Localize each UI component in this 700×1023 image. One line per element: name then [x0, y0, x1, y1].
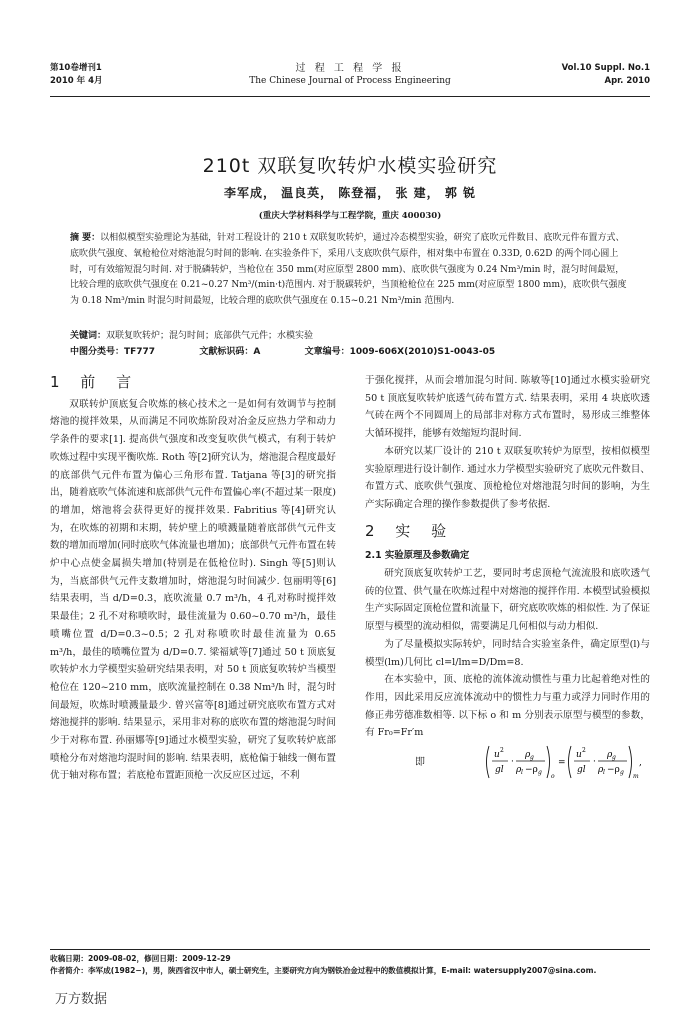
received-date: 收稿日期：2009-08-02，修回日期：2009-12-29 — [50, 954, 231, 963]
study-overview-paragraph: 本研究以某厂设计的 210 t 双联复吹转炉为原型，按相似模型实验原理进行设计制作. 通过水力学模型实验研究了底吹元件数目、布置方式、底吹供气强度、顶枪枪位对熔池混匀时间的影响，为生产实际确定合理的操作参数提供了参考依据. — [365, 445, 650, 510]
header-right — [562, 62, 650, 88]
paper-title: 210t 双联复吹转炉水模实验研究 — [202, 155, 498, 177]
svg-text:ρ: ρ — [607, 750, 613, 761]
svg-text:·: · — [511, 757, 514, 768]
equation-label: 即 — [415, 757, 425, 769]
svg-text:=: = — [558, 758, 566, 769]
journal-name-en: The Chinese Journal of Process Engineering — [249, 76, 451, 86]
svg-text:−ρ: −ρ — [525, 765, 538, 776]
clc-number: 中图分类号：TF777 — [70, 347, 156, 357]
author-affiliation: (重庆大学材料科学与工程学院，重庆 400030) — [258, 211, 442, 221]
svg-text:,: , — [639, 758, 642, 769]
keywords-text: 双联复吹转炉；混匀时间；底部供气元件；水模实验 — [106, 331, 314, 341]
svg-text:gl: gl — [495, 765, 504, 776]
paper-authors: 李军成， 温良英， 陈登福， 张 建， 郭 锐 — [223, 186, 477, 200]
section-2-title: 2 实 验 — [365, 521, 455, 540]
footnote — [50, 949, 650, 977]
svg-text:−ρ: −ρ — [607, 765, 620, 776]
abstract-text: 以相似模型实验理论为基础，针对工程设计的 210 t 双联复吹转炉，通过冷态模型实验，研究了底吹元件数目、底吹元件布置方式、底吹供气强度、氧枪枪位对熔池混匀时间的影响. 在实验条件下，采用八支底吹供气原件，相对集中布置在 0.33D, 0.62D 的两个同心圆上时，可有效缩短混匀时间. 对于脱磷转炉，当枪位在 350 mm(对应原型 2800 mm)、底吹供气强度为 0.24 Nm³/min 时，混匀时间最短，比较合理的底吹供气强度在 0.21~0.27 Nm³/(min·t)范围内. 对于脱碳转炉，当顶枪枪位在 225 mm(对应原型 1800 mm)，底吹供气强度为 0.18 Nm³/min 时混匀时间最短，比较合理的底吹供气强度在 0.15~0.21 Nm³/min 范围内. — [70, 233, 627, 307]
watermark: 万方数据 — [55, 992, 108, 1007]
journal-header — [50, 62, 650, 97]
intro-paragraph: 双联转炉顶底复合吹炼的核心技术之一是如何有效调节与控制熔池的搅拌效果，从而满足不同吹炼阶段对冶金反应热力学和动力学条件的要求[1]. 提高供气强度和改变复吹供气模式，有利于转炉吹炼过程中实现平衡吹炼. Roth 等[2]研究认为，熔池混合程度最好的底部供气元件布置为偏心三角形布置. Tatjana 等[3]的研究指出，随着底吹气体流速和底部供气元件布置偏心率(不超过某一限度)的增加，熔池将会获得更好的搅拌效果. Fabritius 等[4]研究认为，在吹炼的初期和末期，转炉壁上的喷溅量随着底部供气元件支数的增加而增加(同时底吹气体流量也增加)；底部供气元件布置在转炉中心点使金属损失增加(特别是在低枪位时). Singh 等[5]则认为，当底部供气元件支数增加时，熔池混匀时间减少. 包丽明等[6]结果表明，当 d/D=0.3，底吹流量 0.7 m³/h，4 孔对称时搅拌效果最佳；2 孔不对称喷吹时，最佳流量为 0.60~0.70 m³/h，最佳喷嘴位置 d/D=0.3~0.5；2 孔对称喷吹时最佳流量为 0.65 m³/h，最佳的喷嘴位置为 d/D=0.7. 梁福斌等[7]通过 50 t 顶底复吹转炉水力学模型实验研究结果表明，对 50 t 顶底复吹转炉当模型枪位在 120~210 mm，底吹流量控制在 0.38 Nm³/h 时，混匀时间最短，吹炼时喷溅量最少. 曾兴富等[8]通过研究底吹布置方式对熔池搅拌的影响. 结果显示，采用非对称的底吹布置的熔池混匀时间少于对称布置. 孙丽娜等[9]通过水模型实验，研究了复吹转炉底部喷枪分布对熔池均混时间的影响. 结果表明，底枪偏于轴线一侧布置优于轴对称布置；若底枪布置距顶枪一次反应区过远，不利 — [50, 398, 336, 782]
svg-text:·: · — [593, 757, 596, 768]
right-column — [365, 372, 650, 784]
header-date-en: Apr. 2010 — [604, 76, 650, 86]
svg-text:ρ: ρ — [525, 750, 531, 761]
abstract-label: 摘 要： — [70, 233, 101, 243]
svg-text:ρ: ρ — [516, 765, 522, 776]
svg-text:ρ: ρ — [598, 765, 604, 776]
svg-text:m: m — [633, 773, 639, 781]
svg-text:o: o — [551, 773, 555, 781]
svg-text:u: u — [576, 750, 582, 761]
section-1-title: 1 前 言 — [50, 373, 140, 391]
equation-graphic — [483, 742, 643, 782]
document-code: 文献标识码：A — [199, 347, 261, 357]
principle-paragraph: 研究顶底复吹转炉工艺，要同时考虑顶枪气流流股和底吹透气砖的位置、供气量在吹炼过程中对熔池的搅拌作用. 本模型试验模拟生产实际固定顶枪位置和流量下，研究底吹吹炼的相似性. 为了保证原型与模型的流动相似，需要满足几何相似与动力相似. — [365, 568, 650, 633]
intro-continuation: 于强化搅拌，从而会增加混匀时间. 陈敏等[10]通过水模实验研究 50 t 顶底复吹转炉底透气砖布置方式. 结果表明，采用 4 块底吹透气砖在两个不同圆周上的局部非对称方式布置时，易形成三维整体大循环搅拌，能够有效缩短均混时间. — [365, 375, 650, 440]
header-date-cn: 2010 年 4月 — [50, 76, 103, 86]
classification-line — [70, 344, 630, 357]
header-volume-cn: 第10卷增刊1 — [50, 63, 102, 73]
svg-text:2: 2 — [582, 747, 586, 755]
svg-text:u: u — [494, 750, 500, 761]
keywords — [70, 328, 630, 341]
subsection-2-1-title: 2.1 实验原理及参数确定 — [365, 550, 470, 562]
svg-text:l: l — [521, 769, 523, 777]
svg-text:g: g — [538, 769, 542, 777]
svg-text:g: g — [530, 754, 534, 762]
article-number: 文章编号：1009-606X(2010)S1-0043-05 — [304, 347, 496, 357]
froude-equation — [365, 742, 650, 784]
geometry-ratio-paragraph: 为了尽量模拟实际转炉，同时结合实验室条件，确定原型(l)与模型(lm)几何比 cl=l/lm=D/Dm=8. — [365, 638, 650, 668]
svg-text:l: l — [603, 769, 605, 777]
svg-text:g: g — [620, 769, 624, 777]
keywords-label: 关键词： — [70, 331, 107, 341]
header-center — [50, 62, 650, 88]
abstract — [70, 231, 630, 310]
left-column — [50, 374, 336, 785]
header-volume-en: Vol.10 Suppl. No.1 — [561, 63, 650, 73]
svg-text:gl: gl — [577, 765, 586, 776]
svg-text:2: 2 — [500, 747, 504, 755]
froude-paragraph: 在本实验中，顶、底枪的流体流动惯性与重力比起着绝对性的作用，因此采用反应流体流动中的惯性力与重力或浮力同时作用的修正弗劳德准数相等. 以下标 o 和 m 分别表示原型与模型的参数，有 Fr₀=Fr′m — [365, 674, 650, 739]
journal-name-cn: 过 程 工 程 学 报 — [295, 63, 405, 74]
svg-text:g: g — [612, 754, 616, 762]
author-bio: 作者简介：李军成(1982−)，男，陕西省汉中市人，硕士研究生，主要研究方向为钢铁冶金过程中的数值模拟计算，E-mail: watersupply2007@sina.com. — [50, 966, 597, 975]
